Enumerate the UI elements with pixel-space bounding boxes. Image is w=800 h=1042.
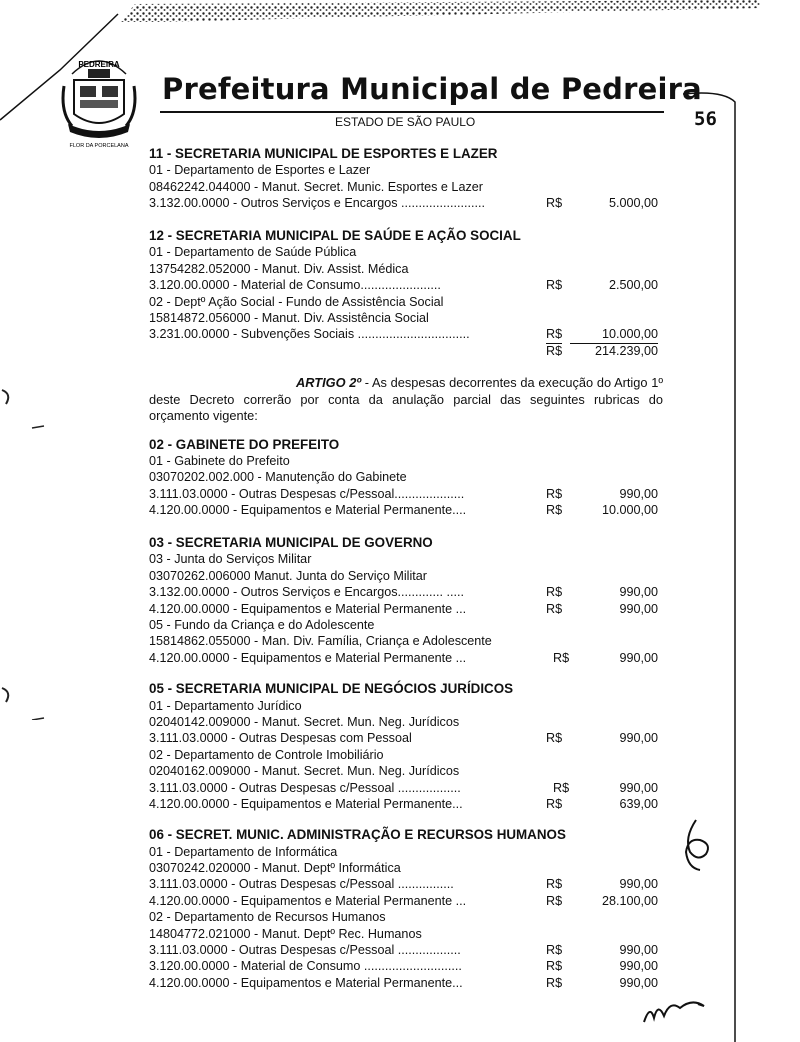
- ledger-row: [149, 326, 663, 342]
- ledger-row: [149, 730, 663, 746]
- crest-bottom-text: FLOR DA PORCELANA: [69, 143, 129, 149]
- ledger-label: 4.120.00.0000 - Equipamentos e Material Permanente ...: [149, 650, 467, 665]
- amount: 990,00: [619, 585, 658, 600]
- ledger-label: 3.111.03.0000 - Outras Despesas com Pessoal: [149, 731, 412, 746]
- ledger-row: [149, 650, 663, 666]
- currency: R$: [546, 585, 563, 600]
- state-subtitle: ESTADO DE SÃO PAULO: [335, 115, 476, 129]
- currency: R$: [546, 975, 563, 990]
- article-text: - As despesas decorrentes da execução do Artigo 1º deste Decreto correrão por conta da anulação parcial das seguintes rubricas do orçamento vigente:: [149, 375, 663, 424]
- page-border-line: [683, 90, 743, 1042]
- article-label: ARTIGO 2º: [296, 375, 362, 391]
- text-line: 01 - Departamento de Esportes e Lazer: [149, 163, 371, 178]
- currency: R$: [546, 278, 563, 293]
- ledger-row: [149, 584, 663, 600]
- ledger-row: [149, 486, 663, 502]
- text-line: 15814872.056000 - Manut. Div. Assistência Social: [149, 310, 429, 325]
- total-amount: 214.239,00: [594, 343, 658, 358]
- section-heading: 02 - GABINETE DO PREFEITO: [149, 436, 340, 452]
- currency: R$: [546, 486, 563, 501]
- municipal-crest-icon: [58, 52, 140, 152]
- currency: R$: [553, 650, 570, 665]
- text-line: 01 - Gabinete do Prefeito: [149, 454, 290, 469]
- ledger-row: [149, 780, 663, 796]
- amount: 2.500,00: [608, 278, 658, 293]
- currency: R$: [546, 731, 563, 746]
- ledger-row: [149, 893, 663, 909]
- currency: R$: [546, 503, 563, 518]
- section-heading: 11 - SECRETARIA MUNICIPAL DE ESPORTES E LAZER: [149, 146, 498, 161]
- amount: 990,00: [619, 943, 658, 958]
- amount: 990,00: [619, 780, 658, 795]
- amount: 990,00: [619, 486, 658, 501]
- ledger-row: [149, 502, 663, 518]
- ledger-row: [149, 796, 663, 812]
- scan-noise-band: [100, 0, 760, 22]
- currency: R$: [546, 601, 563, 616]
- section-heading: 05 - SECRETARIA MUNICIPAL DE NEGÓCIOS JURÍDICOS: [149, 681, 514, 697]
- article-paragraph: [149, 375, 663, 424]
- amount: 990,00: [619, 959, 658, 974]
- scan-margin-marks: [0, 388, 16, 708]
- text-line: 02 - Deptº Ação Social - Fundo de Assistência Social: [149, 294, 444, 309]
- amount: 10.000,00: [601, 503, 658, 518]
- text-line: 03 - Junta do Serviços Militar: [149, 552, 312, 567]
- title-rule: [160, 111, 664, 113]
- text-line: 14804772.021000 - Manut. Deptº Rec. Humanos: [149, 926, 422, 941]
- currency: R$: [546, 959, 563, 974]
- ledger-label: 3.132.00.0000 - Outros Serviços e Encargos ........................: [149, 196, 485, 211]
- currency: R$: [546, 943, 563, 958]
- currency: R$: [546, 893, 563, 908]
- page-number: 56: [694, 108, 717, 130]
- ledger-row: [149, 942, 663, 958]
- ledger-label: 3.132.00.0000 - Outros Serviços e Encargos............. .....: [149, 585, 464, 600]
- ledger-label: 3.111.03.0000 - Outras Despesas c/Pessoal....................: [149, 486, 465, 501]
- amount: 990,00: [619, 877, 658, 892]
- ledger-row: [149, 601, 663, 617]
- ledger-label: 4.120.00.0000 - Equipamentos e Material Permanente ...: [149, 601, 467, 616]
- document-body: [149, 146, 663, 991]
- text-line: 15814862.055000 - Man. Div. Família, Criança e Adolescente: [149, 634, 492, 649]
- handwritten-initials-mark: [640, 994, 710, 1028]
- ledger-row: [149, 975, 663, 991]
- amount: 990,00: [619, 650, 658, 665]
- ledger-label: 3.111.03.0000 - Outras Despesas c/Pessoal ................: [149, 877, 454, 892]
- amount: 5.000,00: [608, 196, 658, 211]
- amount: 990,00: [619, 975, 658, 990]
- currency: R$: [546, 796, 563, 811]
- ledger-label: 4.120.00.0000 - Equipamentos e Material Permanente ...: [149, 893, 467, 908]
- ledger-label: 3.111.03.0000 - Outras Despesas c/Pessoal ..................: [149, 943, 461, 958]
- currency: R$: [546, 343, 563, 358]
- text-line: 05 - Fundo da Criança e do Adolescente: [149, 617, 375, 632]
- ledger-row: [149, 277, 663, 293]
- currency: R$: [553, 780, 570, 795]
- ledger-row: [149, 195, 663, 211]
- amount: 639,00: [619, 796, 658, 811]
- text-line: 01 - Departamento Jurídico: [149, 698, 302, 713]
- text-line: 03070202.002.000 - Manutenção do Gabinete: [149, 470, 407, 485]
- text-line: 02040142.009000 - Manut. Secret. Mun. Neg. Jurídicos: [149, 714, 460, 729]
- text-line: 01 - Departamento de Informática: [149, 844, 338, 859]
- total-row: [149, 343, 663, 359]
- crest-top-text: PEDREIRA: [78, 60, 120, 69]
- amount: 990,00: [619, 731, 658, 746]
- ledger-label: 4.120.00.0000 - Equipamentos e Material Permanente...: [149, 975, 463, 990]
- amount: 990,00: [619, 601, 658, 616]
- ledger-row: [149, 876, 663, 892]
- text-line: 03070262.006000 Manut. Junta do Serviço Militar: [149, 568, 427, 583]
- ledger-label: 3.120.00.0000 - Material de Consumo.......................: [149, 278, 441, 293]
- section-heading: 12 - SECRETARIA MUNICIPAL DE SAÚDE E AÇÃO SOCIAL: [149, 227, 521, 243]
- currency: R$: [546, 877, 563, 892]
- page-title: Prefeitura Municipal de Pedreira: [162, 72, 702, 106]
- amount: 10.000,00: [570, 326, 658, 343]
- currency: R$: [546, 196, 563, 211]
- section-heading: 06 - SECRET. MUNIC. ADMINISTRAÇÃO E RECURSOS HUMANOS: [149, 827, 566, 843]
- text-line: 08462242.044000 - Manut. Secret. Munic. Esportes e Lazer: [149, 179, 483, 194]
- text-line: 02 - Departamento de Controle Imobiliário: [149, 747, 384, 762]
- ledger-label: 3.120.00.0000 - Material de Consumo ............................: [149, 959, 462, 974]
- text-line: 02 - Departamento de Recursos Humanos: [149, 910, 386, 925]
- currency: R$: [546, 326, 562, 343]
- text-line: 02040162.009000 - Manut. Secret. Mun. Neg. Jurídicos: [149, 764, 460, 779]
- handwritten-signature-mark: [676, 818, 720, 874]
- section-heading: 03 - SECRETARIA MUNICIPAL DE GOVERNO: [149, 535, 433, 551]
- ledger-label: 3.111.03.0000 - Outras Despesas c/Pessoal ..................: [149, 780, 461, 795]
- ledger-label: 4.120.00.0000 - Equipamentos e Material Permanente....: [149, 503, 467, 518]
- text-line: 01 - Departamento de Saúde Pública: [149, 245, 357, 260]
- ledger-label: 3.231.00.0000 - Subvenções Sociais ................................: [149, 327, 470, 342]
- text-line: 03070242.020000 - Manut. Deptº Informática: [149, 861, 401, 876]
- amount: 28.100,00: [601, 893, 658, 908]
- ledger-label: 4.120.00.0000 - Equipamentos e Material Permanente...: [149, 796, 463, 811]
- text-line: 13754282.052000 - Manut. Div. Assist. Médica: [149, 261, 409, 276]
- scan-margin-ticks: [30, 420, 46, 720]
- ledger-row: [149, 958, 663, 974]
